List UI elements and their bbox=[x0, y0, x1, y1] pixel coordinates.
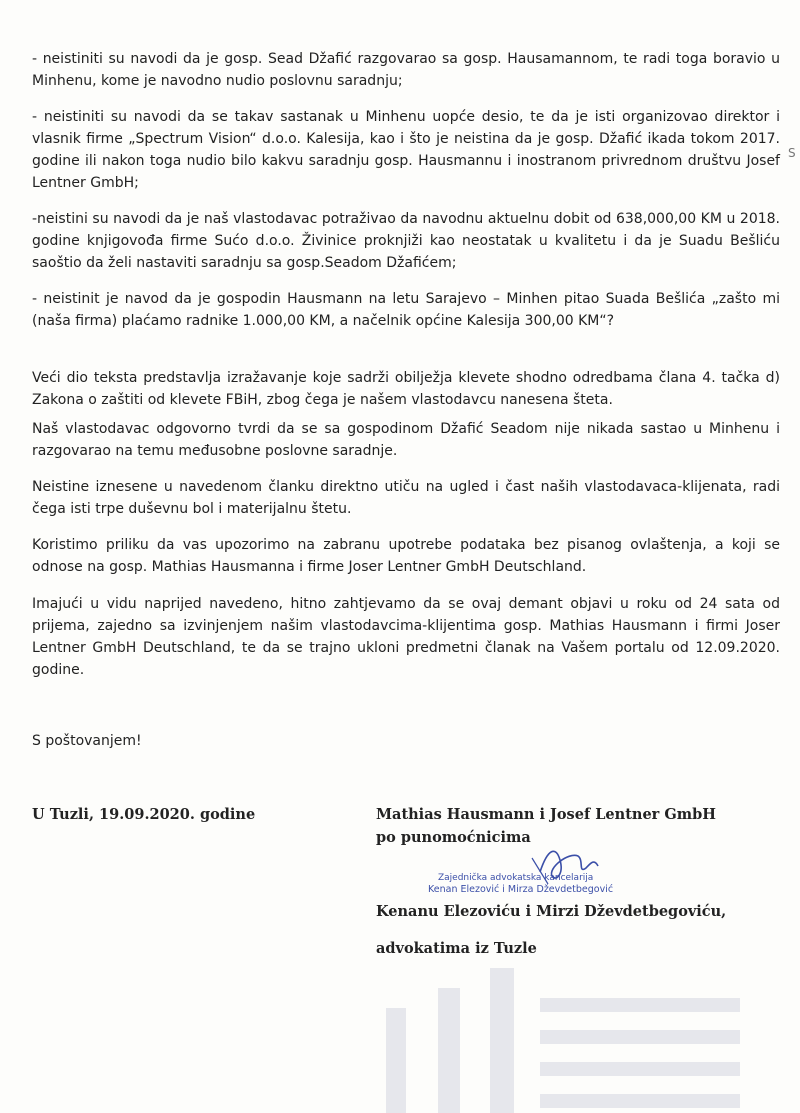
paragraph-4: - neistinit je navod da je gospodin Hausmann na letu Sarajevo – Minhen pitao Suada Bešlića „zašto mi (naša firma) plaćamo radnike 1.000,00 KM, a načelnik općine Kalesija 300,00 KM“? bbox=[32, 291, 780, 329]
paragraph-9: Imajući u vidu naprijed navedeno, hitno zahtjevamo da se ovaj demant objavi u roku od 24 sata od prijema, zajedno sa izvinjenjem našim vlastodavcima-klijentima gosp. Mathias Hausmann i firmi Joser Lentner GmbH Deutschland, te da se trajno ukloni predmetni članak na Vašem portalu od 12.09.2020. godine. bbox=[32, 596, 780, 678]
margin-mark: S bbox=[788, 146, 796, 160]
paragraph-5: Veći dio teksta predstavlja izražavanje koje sadrži obilježja klevete shodno odredbama člana 4. tačka d) Zakona o zaštiti od klevete FBiH, zbog čega je našem vlastodavcu nanesena šteta. bbox=[32, 370, 780, 408]
lawyer-stamp bbox=[428, 838, 698, 898]
signature-client-line: Mathias Hausmann i Josef Lentner GmbH bbox=[376, 806, 716, 823]
paragraph-6: Naš vlastodavac odgovorno tvrdi da se sa gospodinom Džafić Seadom nije nikada sastao u Minhenu i razgovarao na temu međusobne poslovne saradnje. bbox=[32, 421, 780, 459]
stamp-text-1: Zajednička advokatska kancelarija bbox=[438, 873, 594, 883]
signature-location-line: advokatima iz Tuzle bbox=[376, 940, 537, 957]
paragraph-7: Neistine iznesene u navedenom članku direktno utiču na ugled i čast naših vlastodavaca-klijenata, radi čega isti trpe duševnu bol i materijalnu štetu. bbox=[32, 479, 780, 517]
watermark-bars bbox=[380, 960, 800, 1113]
paragraph-8: Koristimo priliku da vas upozorimo na zabranu upotrebe podataka bez pisanog ovlaštenja, a koji se odnose na gosp. Mathias Hausmanna i firme Joser Lentner GmbH Deutschland. bbox=[32, 537, 780, 575]
paragraph-1: - neistiniti su navodi da je gosp. Sead Džafić razgovarao sa gosp. Hausamannom, te radi toga boravio u Minhenu, kome je navodno nudio poslovnu saradnju; bbox=[32, 51, 780, 89]
stamp-text-2: Kenan Elezović i Mirza Dževdetbegović bbox=[428, 884, 614, 895]
paragraph-2: - neistiniti su navodi da se takav sastanak u Minhenu uopće desio, te da je isti organizovao direktor i vlasnik firme „Spectrum Vision“ d.o.o. Kalesija, kao i što je neistina da je gosp. Džafić ikada tokom 2017. godine ili nakon toga nudio bilo kakvu saradnju gosp. Hausmannu i inostranom privrednom društvu Josef Lentner GmbH; bbox=[32, 109, 780, 191]
place-date: U Tuzli, 19.09.2020. godine bbox=[32, 806, 256, 823]
signature-proxy-line: po punomoćnicima bbox=[376, 829, 531, 846]
signature-lawyers-line: Kenanu Elezoviću i Mirzi Dževdetbegoviću, bbox=[376, 903, 727, 920]
greeting: S poštovanjem! bbox=[32, 733, 142, 749]
paragraph-3: -neistini su navodi da je naš vlastodavac potraživao da navodnu aktuelnu dobit od 638,000,00 KM u 2018. godine knjigovođa firme Sućo d.o.o. Živinice proknjiži kao neostatak u kvalitetu i da je Suadu Bešliću saoštio da želi nastaviti saradnju sa gosp.Seadom Džafićem; bbox=[32, 211, 780, 271]
